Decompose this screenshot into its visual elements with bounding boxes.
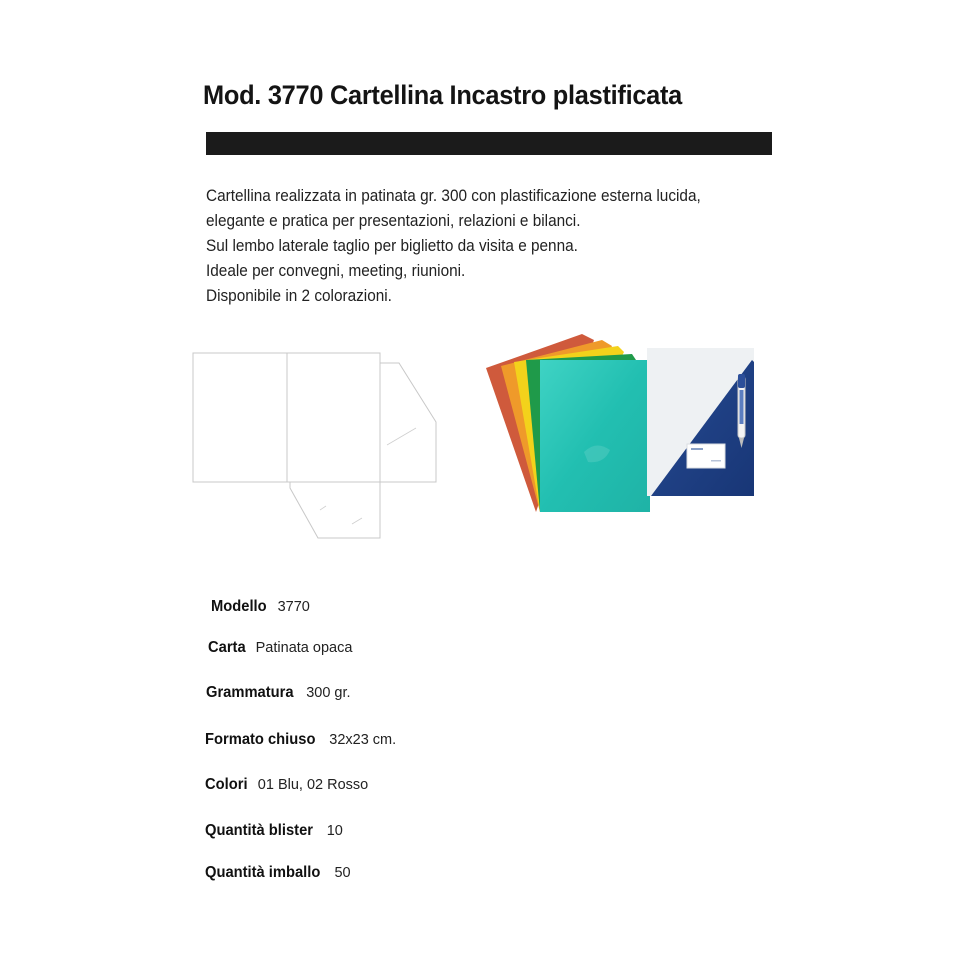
spec-label: Quantità imballo <box>205 864 321 881</box>
spec-label: Colori <box>205 776 248 793</box>
diagram-side-flap <box>380 363 436 482</box>
spec-value: 32x23 cm. <box>329 732 397 748</box>
spec-formato-chiuso <box>205 731 396 749</box>
description-line: Disponibile in 2 colorazioni. <box>206 287 392 305</box>
spec-label: Grammatura <box>206 684 294 701</box>
product-description <box>206 184 764 309</box>
diagram-slit <box>320 506 326 510</box>
spec-quantita-blister <box>205 822 343 840</box>
spec-label: Carta <box>208 639 246 656</box>
spec-label: Quantità blister <box>205 822 314 839</box>
spec-value: 300 gr. <box>306 685 351 701</box>
spec-grammatura <box>206 684 351 702</box>
description-line: elegante e pratica per presentazioni, relazioni e bilanci. <box>206 212 581 230</box>
spec-modello <box>211 598 310 616</box>
spec-quantita-imballo <box>205 864 351 882</box>
diagram-front-panel <box>287 353 380 482</box>
folder-teal <box>540 360 650 512</box>
spec-value: 3770 <box>277 599 310 615</box>
diagram-card-slit <box>387 428 416 445</box>
spec-carta <box>208 639 352 657</box>
diagram-slit <box>352 518 362 524</box>
spec-value: 50 <box>334 865 351 881</box>
page-title: Mod. 3770 Cartellina Incastro plastificata <box>203 80 683 110</box>
spec-label: Modello <box>211 598 267 615</box>
description-line: Sul lembo laterale taglio per biglietto da visita e penna. <box>206 237 578 255</box>
description-line: Cartellina realizzata in patinata gr. 300 con plastificazione esterna lucida, <box>206 187 701 205</box>
spec-colori <box>205 776 368 794</box>
spec-label: Formato chiuso <box>205 731 316 748</box>
folder-diecut-diagram <box>192 350 438 542</box>
product-photo <box>484 332 756 514</box>
spec-value: 10 <box>326 823 343 839</box>
title-underline-bar <box>206 132 772 155</box>
business-card <box>687 444 725 468</box>
spec-value: Patinata opaca <box>255 640 353 656</box>
diagram-back-panel <box>193 353 287 482</box>
description-line: Ideale per convegni, meeting, riunioni. <box>206 262 466 280</box>
diagram-bottom-flap <box>290 482 380 538</box>
spec-value: 01 Blu, 02 Rosso <box>257 777 369 793</box>
